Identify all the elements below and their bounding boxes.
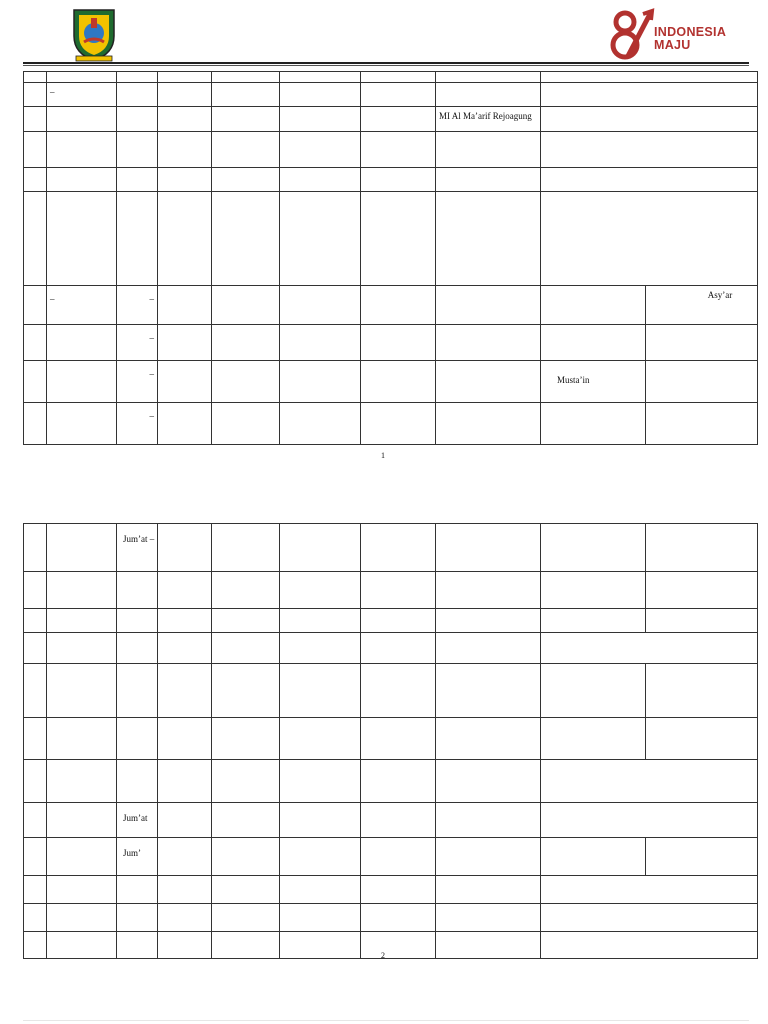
eighty-years-mark-icon	[610, 8, 656, 62]
table-row	[24, 803, 758, 838]
table-row	[24, 609, 758, 633]
table-header-row	[24, 72, 758, 83]
table-row	[24, 718, 758, 760]
page-footer-line	[23, 1020, 749, 1021]
table-cell: Asy’ar	[707, 290, 733, 300]
logo-text-line2: MAJU	[654, 38, 691, 52]
table-row	[24, 83, 758, 107]
table-row	[24, 838, 758, 876]
table-row	[24, 760, 758, 803]
table-row	[24, 168, 758, 192]
table-cell: Jum’at	[123, 813, 148, 823]
table-row	[24, 361, 758, 403]
table-row	[24, 192, 758, 286]
table-cell: Jum’	[123, 848, 141, 858]
table-row	[24, 932, 758, 959]
table-cell: Jum’at –	[123, 534, 155, 544]
table-row	[24, 524, 758, 572]
table-cell: Musta’in	[557, 375, 590, 385]
table-row	[24, 132, 758, 168]
schedule-table-2	[23, 523, 758, 959]
table-cell: –	[149, 411, 154, 421]
table-row	[24, 572, 758, 609]
header-divider	[23, 62, 749, 64]
indonesia-maju-logo	[610, 8, 735, 62]
table-row	[24, 876, 758, 904]
table-row	[24, 633, 758, 664]
table-cell: –	[149, 369, 154, 379]
table-row	[24, 403, 758, 445]
table-row	[24, 325, 758, 361]
table-row	[24, 904, 758, 932]
table-cell: –	[149, 294, 154, 304]
header-divider-thin	[23, 65, 749, 66]
logo-text-line1: INDONESIA	[654, 25, 727, 39]
page-number: 1	[381, 451, 385, 460]
table-cell: –	[50, 87, 55, 97]
table-row	[24, 664, 758, 718]
page-number: 2	[381, 951, 385, 960]
schedule-table-1	[23, 71, 758, 445]
table-row	[24, 107, 758, 132]
table-cell: –	[50, 294, 55, 304]
table-cell: –	[149, 333, 154, 343]
regency-crest-icon	[70, 6, 118, 62]
school-name-cell: MI Al Ma’arif Rejoagung	[439, 111, 532, 121]
table-row	[24, 286, 758, 325]
